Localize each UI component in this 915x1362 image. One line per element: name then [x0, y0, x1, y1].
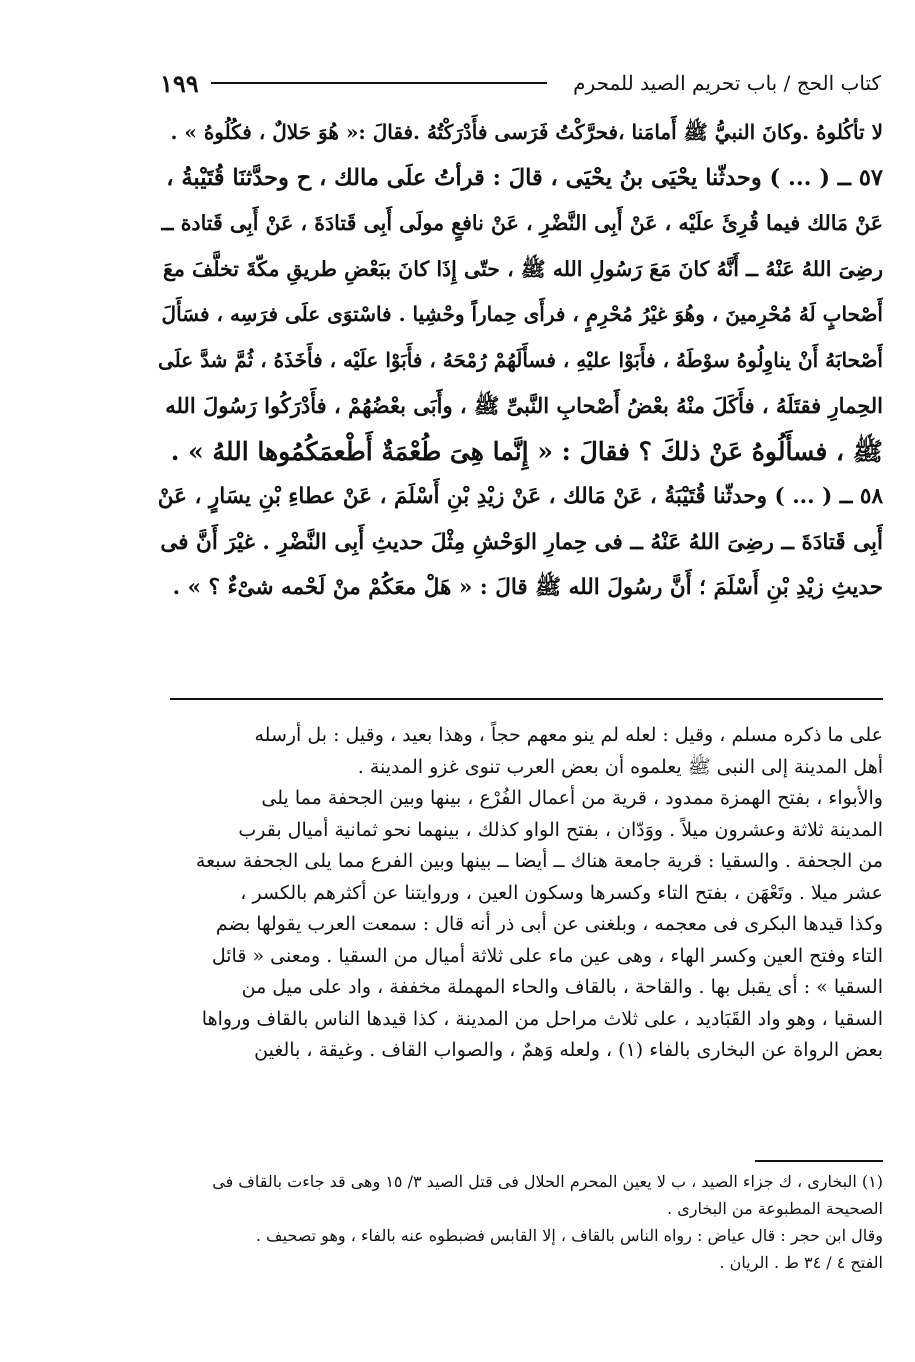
text-line: حديثِ زيْدِ بْنِ أَسْلَمَ ؛ أَنَّ رسُولَ الله ﷺ قالَ : « هَلْ معَكُمْ منْ لَحْمه شىْءٌ ؟ » .	[172, 575, 883, 600]
text-line: ﷺ ، فسأَلُوهُ عَنْ ذلكَ ؟ فقالَ : « إِنَّما هِىَ طُعْمَةٌ أَطْعمَكُمُوها اللهُ » .	[170, 436, 883, 466]
page-number: ١٩٩	[160, 68, 199, 98]
commentary-line: وكذا قيدها البكرى فى معجمه ، وبلغنى عن أبى ذر أنه قال : سمعت العرب يقولها بضم	[215, 913, 883, 935]
section-divider	[170, 698, 883, 700]
commentary-line: من الجحفة . والسقيا : قرية جامعة هناك ــ أيضا ــ بينها وبين الفرع مما يلى الجحفة سبعة	[195, 850, 883, 872]
commentary-line: السقيا ، وهو واد القَبَاديد ، على ثلاث مراحل من المدينة ، كذا قيدها الناس بالقاف ورواها	[201, 1007, 883, 1030]
text-line: الحِمارِ فقتَلَهُ ، فأَكَلَ منْهُ بعْضُ أَصْحابِ النَّبىِّ ﷺ ، وأَبَى بعْضُهُمْ ، فأَدْرَكُوا رَسُولَ الله	[165, 393, 883, 418]
text-line: رضِىَ اللهُ عَنْهُ ــ أَنَّهُ كانَ مَعَ رَسُولِ الله ﷺ ، حتّى إِذَا كانَ ببَعْضِ طريقِ مكّةَ تخلَّفَ معَ	[163, 256, 883, 281]
text-line: لا تأكُلوهُ .وكانَ النبيُّ ﷺ أَمامَنا ،فحرَّكْتُ فَرَسى فأَدْرَكْتُهُ .فقالَ :« هُوَ حَلالٌ ، فكُلُوهُ » .	[170, 120, 883, 144]
footnote-line: وقال ابن حجر : قال عياض : رواه الناس بالقاف ، إلا القابس فضبطوه عنه بالفاء ، وهو تصحيف .	[255, 1226, 883, 1245]
footnote-line: الصحيحة المطبوعة من البخارى .	[667, 1199, 883, 1218]
commentary-line: بعض الرواة عن البخارى بالفاء (١) ، ولعله وَهمٌ ، والصواب القاف . وغيقة ، بالغين	[254, 1039, 883, 1061]
footnote-divider	[755, 1160, 883, 1162]
commentary-line: والأبواء ، بفتح الهمزة ممدود ، قرية من أعمال الفُرْع ، بينها وبين الجحفة مما يلى	[261, 787, 883, 809]
commentary-text	[160, 720, 883, 1067]
commentary-line: السقيا » : أى يقبل بها . والقاحة ، بالقاف والحاء المهملة مخففة ، واد على ميل من	[241, 976, 883, 998]
text-line: ٥٨ ــ ( ... ) وحدثّنا قُتَيْبَةُ ، عَنْ مَالك ، عَنْ زيْدِ بْنِ أَسْلَمَ ، عَنْ عطاءِ بْنِ يسَارٍ ، عَنْ	[158, 484, 883, 509]
hadith-text	[158, 110, 883, 611]
text-line: أَصْحابٍ لَهُ مُحْرِمينَ ، وهُوَ غيْرُ مُحْرِمٍ ، فرأَى حِماراً وحْشِيا . فاسْتوَى علَى فرَسِه ، فسَأَلَ	[161, 302, 883, 326]
chapter-title: كتاب الحج / باب تحريم الصيد للمحرم	[573, 71, 881, 95]
footnote-line: الفتح ٤ / ٣٤ ط . الريان .	[719, 1253, 883, 1272]
footnote-line: (١) البخارى ، ك جزاء الصيد ، ب لا يعين المحرم الحلال فى قتل الصيد ٣/ ١٥ وهى قد جاءت بالقاف فى	[212, 1172, 883, 1191]
commentary-line: المدينة ثلاثة وعشرون ميلاً . ووَدّان ، بفتح الواو كذلك ، بينهما نحو ثمانية أميال بقرب	[238, 818, 883, 841]
commentary-line: عشر ميلا . وتَعْهَن ، بفتح التاء وكسرها وسكون العين ، وروايتنا عن أكثرهم بالكسر ،	[240, 881, 883, 904]
text-line: أَبِى قَتادَةَ ــ رضِىَ اللهُ عَنْهُ ــ فى حِمارِ الوَحْشِ مِثْلَ حديثِ أَبِى النَّضْرِ . غيْرَ أَنَّ فى	[160, 529, 883, 555]
footnotes	[160, 1168, 883, 1276]
header-rule	[211, 82, 547, 84]
text-line: عَنْ مَالك فيما قُرِئَ علَيْه ، عَنْ أَبِى النَّضْرِ ، عَنْ نافعٍ مولَى أَبِى قَتادَةَ ، عَنْ أَبِى قَتادة ــ	[161, 211, 883, 235]
running-header	[160, 66, 881, 100]
commentary-line: أهل المدينة إلى النبى ﷺ يعلموه أن بعض العرب تنوى غزو المدينة .	[357, 755, 883, 778]
text-line: ٥٧ ــ ( ... ) وحدثّنا يحْيَى بنُ يحْيَى ، قالَ : قرأتُ علَى مالك ، ح وحدَّثنَا قُتَيْبةُ ،	[166, 164, 883, 191]
commentary-line: على ما ذكره مسلم ، وقيل : لعله لم ينو معهم حجاً ، وهذا بعيد ، وقيل : بل أرسله	[254, 724, 883, 746]
text-line: أَصْحابَهُ أَنْ يناوِلُوهُ سوْطَهُ ، فأَبَوْا عليْهِ ، فسأَلَهُمْ رُمْحَهُ ، فأَبَوْا علَيْه ، فأَخَذَهُ ، ثُمَّ شدَّ علَى	[158, 347, 883, 372]
commentary-line: التاء وفتح العين وكسر الهاء ، وهى عين ماء على ثلاثة أميال من السقيا . ومعنى « قائل	[211, 944, 883, 967]
